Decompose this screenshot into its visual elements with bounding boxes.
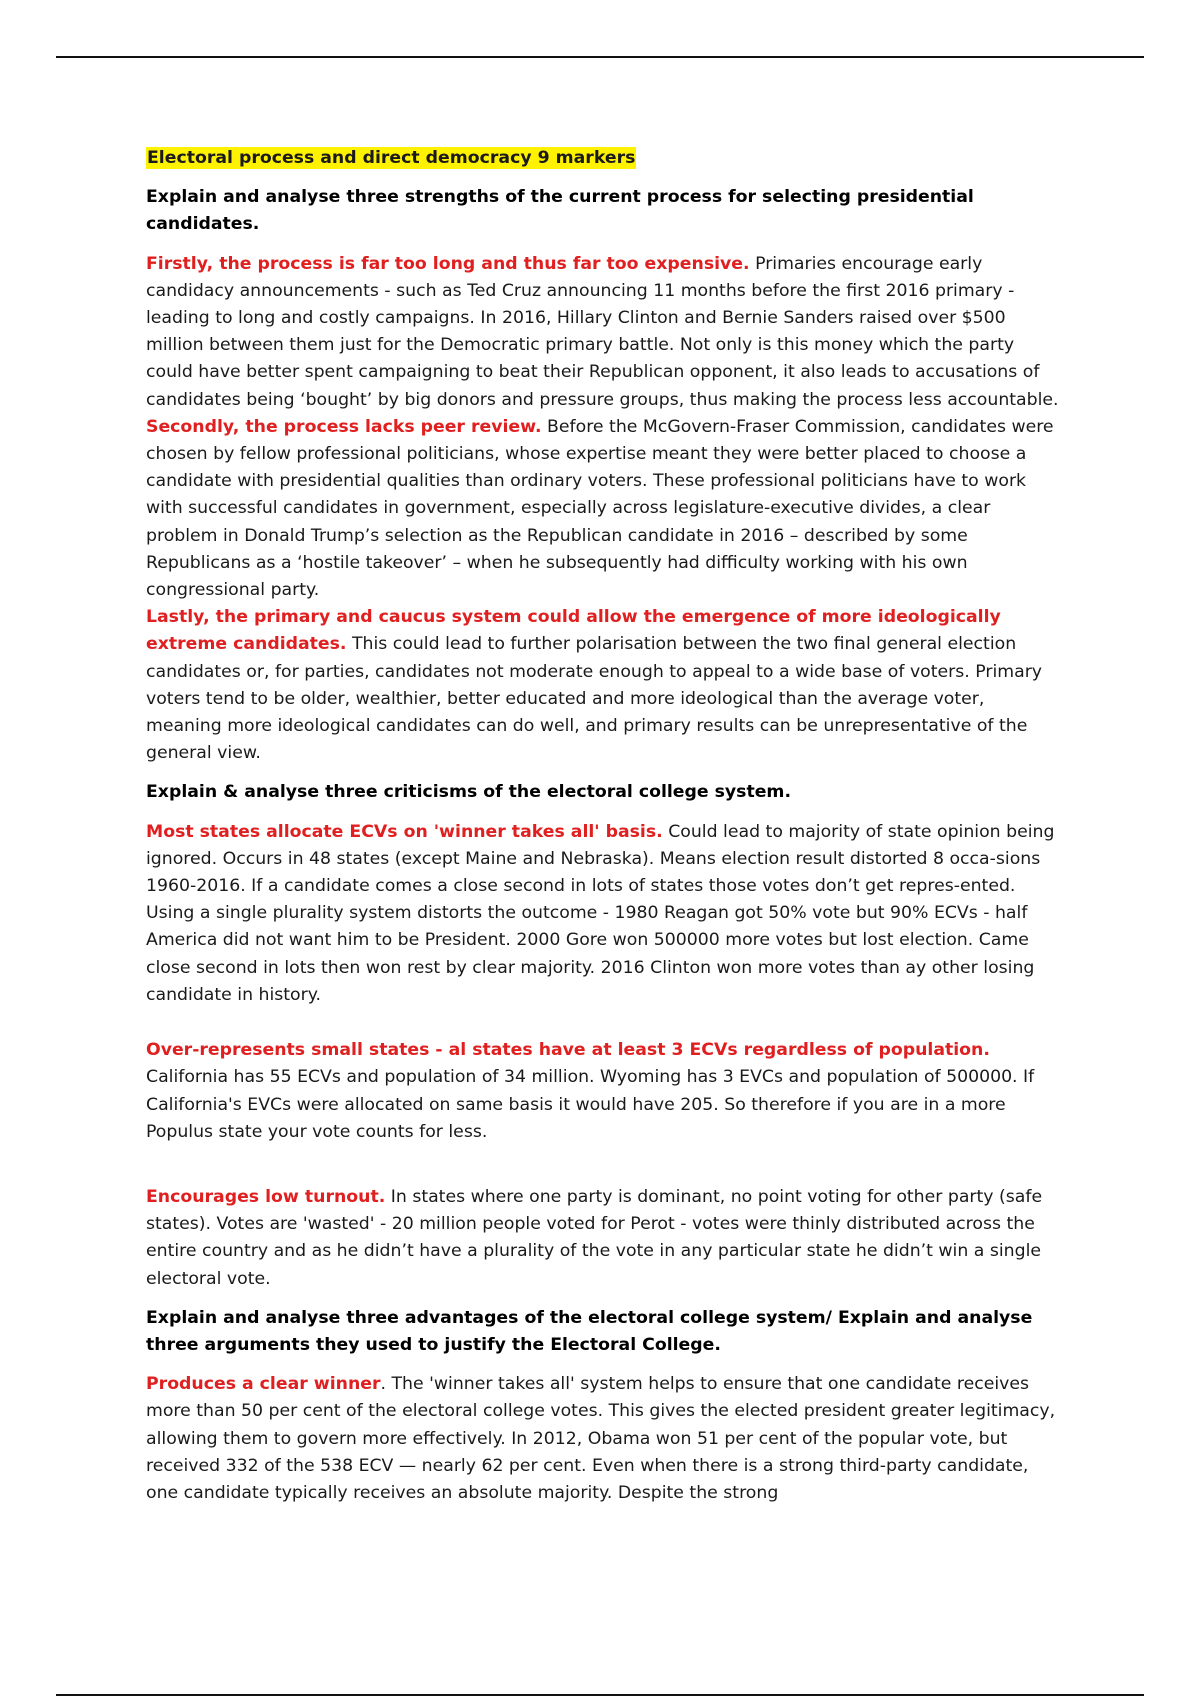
paragraph-lead: Most states allocate ECVs on 'winner takes all' basis.	[146, 821, 663, 842]
paragraph-body: In states where one party is dominant, no point voting for other party (safe states). Votes are 'wasted' - 20 million people voted for Perot - votes were thinly distributed across the entire country and as he didn’t have a plurality of the vote in any particular state he didn’t win a single electoral vote.	[146, 1186, 1043, 1289]
paragraph-lead: Lastly, the primary and caucus system could allow the emergence of more ideologically extreme candidates.	[146, 607, 1001, 655]
paragraph	[146, 251, 1064, 414]
document-body	[146, 145, 1064, 1507]
paragraph	[146, 1184, 1064, 1293]
paragraph	[146, 414, 1064, 604]
section-heading-advantages: Explain and analyse three advantages of the electoral college system/ Explain and analyse three arguments they used to justify the Electoral College.	[146, 1307, 1033, 1355]
bottom-rule	[56, 1694, 1144, 1696]
paragraph-lead: Over-represents small states - al states have at least 3 ECVs regardless of population.	[146, 1040, 990, 1061]
top-rule	[56, 56, 1144, 58]
paragraph	[146, 819, 1064, 1009]
paragraph-body: This could lead to further polarisation between the two final general election candidates or, for parties, candidates not moderate enough to appeal to a wide base of voters. Primary voters tend to be older, wealthier, better educated and more ideological than the average voter, meaning more ideological candidates can do well, and primary results can be unrepresentative of the general view.	[146, 634, 1043, 764]
section-heading-criticisms: Explain & analyse three criticisms of the electoral college system.	[146, 782, 792, 803]
paragraph-body: Primaries encourage early candidacy announcements - such as Ted Cruz announcing 11 months before the first 2016 primary - leading to long and costly campaigns. In 2016, Hillary Clinton and Bernie Sanders raised over $500 million between them just for the Democratic primary battle. Not only is this money which the party could have better spent campaigning to beat their Republican opponent, it also leads to accusations of candidates being ‘bought’ by big donors and pressure groups, thus making the process less accountable.	[146, 253, 1059, 410]
paragraph-lead: Firstly, the process is far too long and thus far too expensive.	[146, 253, 750, 274]
paragraph-lead: Encourages low turnout.	[146, 1186, 386, 1207]
paragraph	[146, 604, 1064, 767]
paragraph-body: California has 55 ECVs and population of 34 million. Wyoming has 3 EVCs and population of 500000. If California's EVCs were allocated on same basis it would have 205. So therefore if you are in a more Populus state your vote counts for less.	[146, 1067, 1035, 1142]
paragraph	[146, 1037, 1064, 1146]
paragraph-lead: Produces a clear winner	[146, 1374, 381, 1395]
paragraph-lead: Secondly, the process lacks peer review.	[146, 416, 542, 437]
section-heading-strengths: Explain and analyse three strengths of the current process for selecting presidential candidates.	[146, 187, 974, 235]
paragraph-body: Could lead to majority of state opinion being ignored. Occurs in 48 states (except Maine and Nebraska). Means election result distorted 8 occa-sions 1960-2016. If a candidate comes a close second in lots of states those votes don’t get repres-ented. Using a single plurality system distorts the outcome - 1980 Reagan got 50% vote but 90% ECVs - half America did not want him to be President. 2000 Gore won 500000 more votes but lost election. Came close second in lots then won rest by clear majority. 2016 Clinton won more votes than ay other losing candidate in history.	[146, 821, 1055, 1005]
paragraph-body: . The 'winner takes all' system helps to ensure that one candidate receives more than 50 per cent of the electoral college votes. This gives the elected president greater legitimacy, allowing them to govern more effectively. In 2012, Obama won 51 per cent of the popular vote, but received 332 of the 538 ECV — nearly 62 per cent. Even when there is a strong third-party candidate, one candidate typically receives an absolute majority. Despite the strong	[146, 1374, 1056, 1503]
paragraph-body: Before the McGovern-Fraser Commission, candidates were chosen by fellow professional politicians, whose expertise meant they were better placed to choose a candidate with presidential qualities than ordinary voters. These professional politicians have to work with successful candidates in government, especially across legislature-executive divides, a clear problem in Donald Trump’s selection as the Republican candidate in 2016 – described by some Republicans as a ‘hostile takeover’ – when he subsequently had difficulty working with his own congressional party.	[146, 416, 1054, 601]
paragraph	[146, 1371, 1064, 1507]
document-title	[146, 145, 1064, 172]
highlighted-title: Electoral process and direct democracy 9 markers	[147, 148, 636, 168]
